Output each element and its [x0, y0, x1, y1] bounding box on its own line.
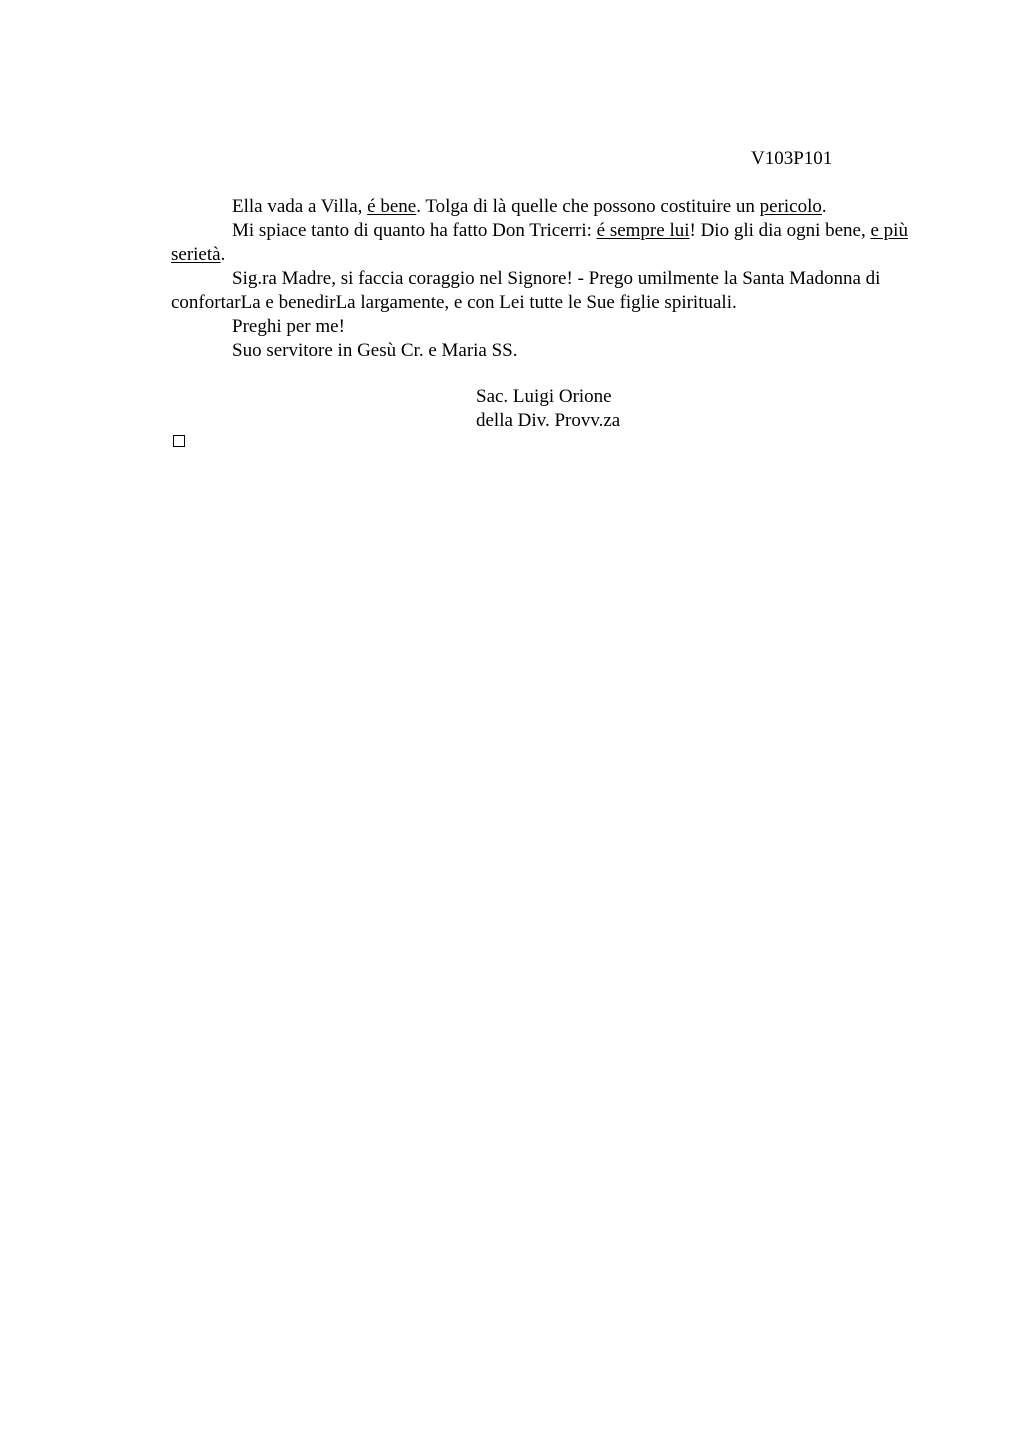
paragraph-2-underlined-2: e più serietà: [171, 220, 908, 265]
paragraph-1-text-3: .: [821, 196, 827, 217]
paragraph-3-text: Sig.ra Madre, si faccia coraggio nel Signore! - Prego umilmente la Santa Madonna di confortarLa e benedirLa largamente, e con Lei tutte le Sue figlie spirituali.: [171, 268, 881, 313]
paragraph-1-underlined-1: é bene: [367, 196, 417, 217]
paragraph-4-text: Preghi per me!: [232, 316, 345, 337]
paragraph-1-underlined-2: pericolo: [759, 196, 822, 217]
paragraph-1-text-2: . Tolga di là quelle che possono costituire un: [416, 196, 760, 217]
paragraph-2-text-1: Mi spiace tanto di quanto ha fatto Don Tricerri:: [232, 220, 597, 241]
signature-block: [476, 385, 620, 433]
paragraph-2-text-3: .: [220, 244, 226, 265]
paragraph-2-text-2: ! Dio gli dia ogni bene,: [689, 220, 871, 241]
paragraph-5-text: Suo servitore in Gesù Cr. e Maria SS.: [232, 340, 518, 361]
paragraph-1: [171, 195, 931, 219]
document-reference: V103P101: [751, 148, 833, 169]
paragraph-2-underlined-1: é sempre lui: [596, 220, 690, 241]
signature-name: Sac. Luigi Orione: [476, 386, 612, 407]
signature-title: della Div. Provv.za: [476, 410, 621, 431]
empty-square-icon: [173, 435, 185, 447]
letter-body: [171, 195, 931, 363]
paragraph-2: [171, 219, 931, 267]
paragraph-5: [171, 339, 931, 363]
paragraph-1-text-1: Ella vada a Villa,: [232, 196, 368, 217]
paragraph-4: [171, 315, 931, 339]
paragraph-3: [171, 267, 931, 315]
